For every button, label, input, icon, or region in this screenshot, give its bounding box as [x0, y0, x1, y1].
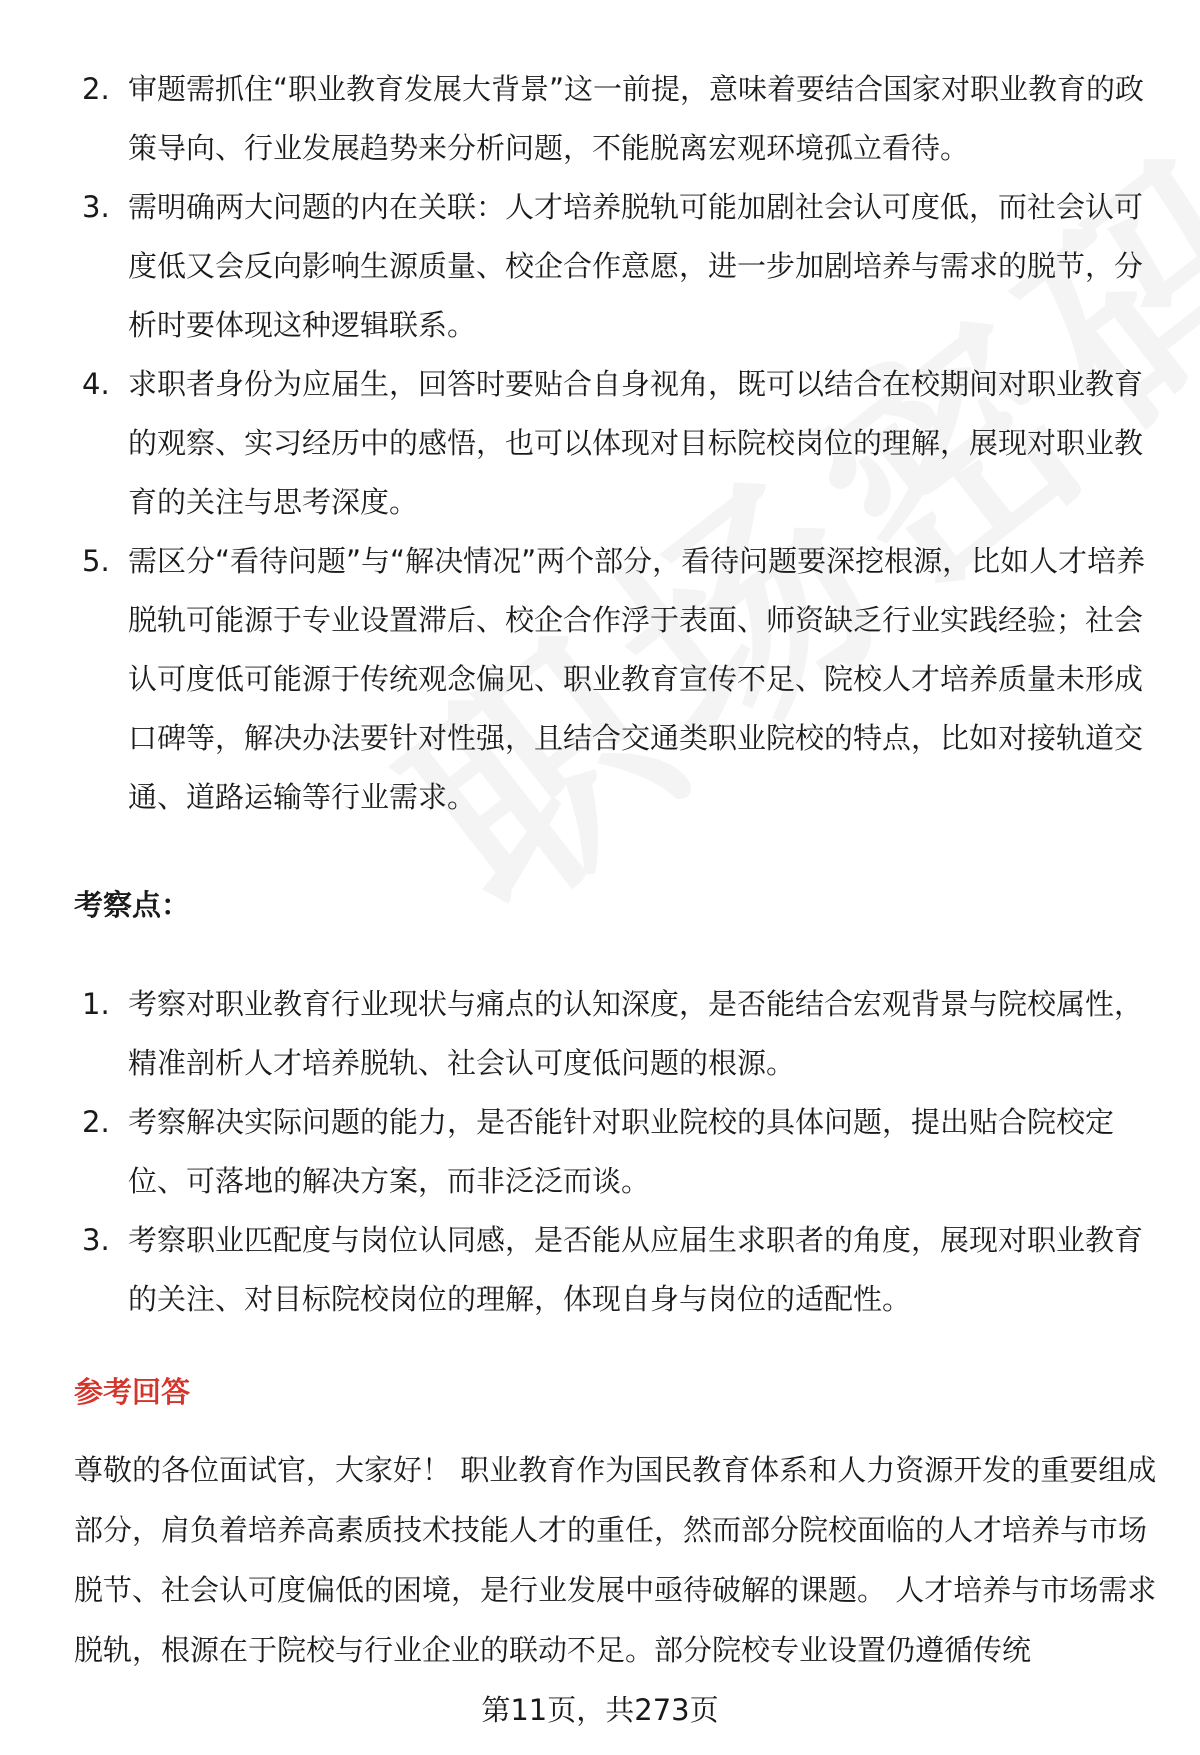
list-text: 审题需抓住“职业教育发展大背景”这一前提，意味着要结合国家对职业教育的政策导向、行业发展趋势来分析问题，不能脱离宏观环境孤立看待。 — [128, 72, 1145, 165]
list-item — [82, 1211, 1162, 1329]
page-footer: 第11页，共273页 — [481, 1693, 719, 1727]
answer-paragraph: 尊敬的各位面试官，大家好！ 职业教育作为国民教育体系和人力资源开发的重要组成部分，肩负着培养高素质技术技能人才的重任，然而部分院校面临的人才培养与市场脱节、社会认可度偏低的困境，是行业发展中亟待破解的课题。 人才培养与市场需求脱轨，根源在于院校与行业企业的联动不足。部分院校专业设置仍遵循传统 — [74, 1453, 1157, 1667]
answer-heading: 参考回答 — [74, 1375, 191, 1409]
list-text: 需明确两大问题的内在关联：人才培养脱轨可能加剧社会认可度低，而社会认可度低又会反向影响生源质量、校企合作意愿，进一步加剧培养与需求的脱节，分析时要体现这种逻辑联系。 — [128, 190, 1144, 342]
list-number: 5. — [82, 544, 110, 578]
list-number: 1. — [82, 987, 110, 1021]
list-number: 2. — [82, 1105, 110, 1139]
list-text: 需区分“看待问题”与“解决情况”两个部分，看待问题要深挖根源，比如人才培养脱轨可能源于专业设置滞后、校企合作浮于表面、师资缺乏行业实践经验；社会认可度低可能源于传统观念偏见、职业教育宣传不足、院校人才培养质量未形成口碑等，解决办法要针对性强，且结合交通类职业院校的特点，比如对接轨道交通、道路运输等行业需求。 — [128, 544, 1146, 814]
points-heading: 考察点： — [74, 888, 191, 922]
list-number: 3. — [82, 190, 110, 224]
list-item — [82, 355, 1162, 532]
list-item — [82, 178, 1162, 355]
list-number: 3. — [82, 1223, 110, 1257]
points-list — [82, 975, 1162, 1329]
list-text: 考察解决实际问题的能力，是否能针对职业院校的具体问题，提出贴合院校定位、可落地的解决方案，而非泛泛而谈。 — [128, 1105, 1115, 1198]
list-number: 4. — [82, 367, 110, 401]
list-item — [82, 60, 1162, 178]
list-item — [82, 532, 1162, 827]
requirements-list — [82, 60, 1162, 827]
list-text: 考察对职业教育行业现状与痛点的认知深度，是否能结合宏观背景与院校属性，精准剖析人才培养脱轨、社会认可度低问题的根源。 — [128, 987, 1144, 1080]
list-item — [82, 1093, 1162, 1211]
list-item — [82, 975, 1162, 1093]
list-text: 考察职业匹配度与岗位认同感，是否能从应届生求职者的角度，展现对职业教育的关注、对目标院校岗位的理解，体现自身与岗位的适配性。 — [128, 1223, 1144, 1316]
list-text: 求职者身份为应届生，回答时要贴合自身视角，既可以结合在校期间对职业教育的观察、实习经历中的感悟，也可以体现对目标院校岗位的理解，展现对职业教育的关注与思考深度。 — [128, 367, 1144, 519]
list-number: 2. — [82, 72, 110, 106]
